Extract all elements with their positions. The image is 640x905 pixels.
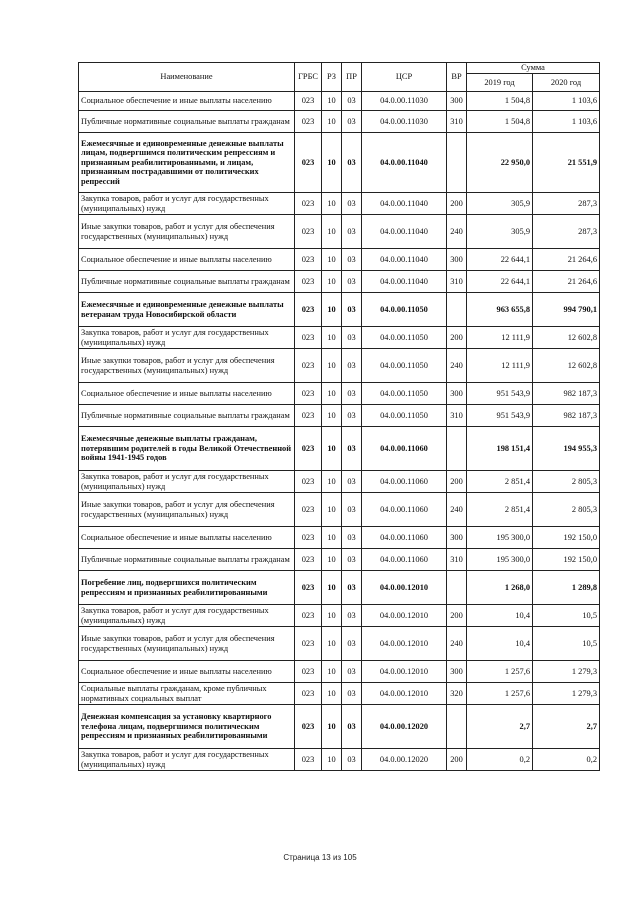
table-row: [79, 427, 600, 471]
row-name-cell: Социальное обеспечение и иные выплаты населению: [79, 92, 295, 111]
row-pr-cell: 03: [342, 383, 362, 405]
row-sum-2020-cell: 1 103,6: [533, 111, 600, 133]
row-rz-cell: 10: [322, 405, 342, 427]
table-row: [79, 627, 600, 661]
row-grbs-cell: 023: [295, 527, 322, 549]
row-sum-2020-cell: 10,5: [533, 627, 600, 661]
row-csr-cell: 04.0.00.11040: [362, 271, 447, 293]
row-sum-2020-cell: 12 602,8: [533, 349, 600, 383]
row-name-cell: Закупка товаров, работ и услуг для государственных (муниципальных) нужд: [79, 605, 295, 627]
row-rz-cell: 10: [322, 427, 342, 471]
row-sum-2019-cell: 2 851,4: [467, 471, 533, 493]
row-sum-2020-cell: 1 103,6: [533, 92, 600, 111]
row-name-cell: Закупка товаров, работ и услуг для государственных (муниципальных) нужд: [79, 193, 295, 215]
row-vr-cell: 200: [447, 749, 467, 771]
row-rz-cell: 10: [322, 215, 342, 249]
row-csr-cell: 04.0.00.11050: [362, 293, 447, 327]
table-row: [79, 383, 600, 405]
row-rz-cell: 10: [322, 527, 342, 549]
row-pr-cell: 03: [342, 661, 362, 683]
table-row: [79, 605, 600, 627]
row-vr-cell: 300: [447, 92, 467, 111]
row-sum-2020-cell: 2,7: [533, 705, 600, 749]
row-csr-cell: 04.0.00.12020: [362, 749, 447, 771]
row-pr-cell: 03: [342, 293, 362, 327]
row-pr-cell: 03: [342, 271, 362, 293]
table-row: [79, 249, 600, 271]
row-sum-2020-cell: 21 264,6: [533, 271, 600, 293]
row-grbs-cell: 023: [295, 405, 322, 427]
row-vr-cell: 240: [447, 349, 467, 383]
row-pr-cell: 03: [342, 627, 362, 661]
row-vr-cell: 200: [447, 193, 467, 215]
header-pr: ПР: [342, 63, 362, 92]
header-grbs: ГРБС: [295, 63, 322, 92]
row-name-cell: Социальное обеспечение и иные выплаты населению: [79, 527, 295, 549]
header-vr: ВР: [447, 63, 467, 92]
row-sum-2019-cell: 22 950,0: [467, 133, 533, 193]
row-name-cell: Погребение лиц, подвергшихся политическим репрессиям и признанных реабилитированными: [79, 571, 295, 605]
row-sum-2020-cell: 994 790,1: [533, 293, 600, 327]
row-csr-cell: 04.0.00.11030: [362, 92, 447, 111]
row-grbs-cell: 023: [295, 249, 322, 271]
row-pr-cell: 03: [342, 327, 362, 349]
row-grbs-cell: 023: [295, 327, 322, 349]
row-sum-2019-cell: 1 504,8: [467, 111, 533, 133]
row-sum-2020-cell: 982 187,3: [533, 383, 600, 405]
row-rz-cell: 10: [322, 383, 342, 405]
row-pr-cell: 03: [342, 133, 362, 193]
row-grbs-cell: 023: [295, 383, 322, 405]
row-name-cell: Иные закупки товаров, работ и услуг для обеспечения государственных (муниципальных) нужд: [79, 627, 295, 661]
row-vr-cell: 310: [447, 271, 467, 293]
row-vr-cell: 310: [447, 405, 467, 427]
row-sum-2020-cell: 21 551,9: [533, 133, 600, 193]
row-vr-cell: 240: [447, 627, 467, 661]
row-grbs-cell: 023: [295, 92, 322, 111]
table-row: [79, 405, 600, 427]
row-grbs-cell: 023: [295, 605, 322, 627]
row-rz-cell: 10: [322, 327, 342, 349]
row-name-cell: Иные закупки товаров, работ и услуг для обеспечения государственных (муниципальных) нужд: [79, 493, 295, 527]
row-sum-2019-cell: 2 851,4: [467, 493, 533, 527]
header-name: Наименование: [79, 63, 295, 92]
row-grbs-cell: 023: [295, 215, 322, 249]
table-row: [79, 683, 600, 705]
row-vr-cell: [447, 133, 467, 193]
row-pr-cell: 03: [342, 249, 362, 271]
row-sum-2019-cell: 10,4: [467, 627, 533, 661]
row-sum-2019-cell: 12 111,9: [467, 327, 533, 349]
row-rz-cell: 10: [322, 605, 342, 627]
row-pr-cell: 03: [342, 427, 362, 471]
table-row: [79, 527, 600, 549]
header-sum: Сумма: [467, 63, 600, 74]
row-pr-cell: 03: [342, 549, 362, 571]
header-csr: ЦСР: [362, 63, 447, 92]
row-pr-cell: 03: [342, 683, 362, 705]
row-sum-2019-cell: 305,9: [467, 193, 533, 215]
row-sum-2019-cell: 305,9: [467, 215, 533, 249]
row-rz-cell: 10: [322, 549, 342, 571]
row-pr-cell: 03: [342, 749, 362, 771]
row-name-cell: Социальное обеспечение и иные выплаты населению: [79, 383, 295, 405]
row-sum-2020-cell: 21 264,6: [533, 249, 600, 271]
table-row: [79, 327, 600, 349]
row-vr-cell: [447, 571, 467, 605]
row-vr-cell: 310: [447, 111, 467, 133]
row-grbs-cell: 023: [295, 571, 322, 605]
row-sum-2020-cell: 1 289,8: [533, 571, 600, 605]
row-name-cell: Публичные нормативные социальные выплаты гражданам: [79, 271, 295, 293]
header-row-top: [79, 63, 600, 74]
row-sum-2020-cell: 192 150,0: [533, 527, 600, 549]
row-csr-cell: 04.0.00.11050: [362, 349, 447, 383]
row-rz-cell: 10: [322, 249, 342, 271]
row-sum-2019-cell: 1 257,6: [467, 661, 533, 683]
row-sum-2020-cell: 287,3: [533, 215, 600, 249]
row-csr-cell: 04.0.00.11040: [362, 193, 447, 215]
page-number: Страница 13 из 105: [283, 853, 357, 862]
table-row: [79, 493, 600, 527]
row-rz-cell: 10: [322, 571, 342, 605]
row-vr-cell: 300: [447, 383, 467, 405]
table-row: [79, 133, 600, 193]
row-sum-2019-cell: 22 644,1: [467, 271, 533, 293]
row-sum-2020-cell: 1 279,3: [533, 683, 600, 705]
row-csr-cell: 04.0.00.11040: [362, 133, 447, 193]
row-name-cell: Иные закупки товаров, работ и услуг для обеспечения государственных (муниципальных) нужд: [79, 349, 295, 383]
row-name-cell: Денежная компенсация за установку квартирного телефона лицам, подвергшимся политическим репрессиям и признанных реабилитированными: [79, 705, 295, 749]
row-vr-cell: 310: [447, 549, 467, 571]
row-sum-2019-cell: 195 300,0: [467, 549, 533, 571]
table-row: [79, 661, 600, 683]
row-grbs-cell: 023: [295, 111, 322, 133]
table-row: [79, 705, 600, 749]
row-sum-2020-cell: 2 805,3: [533, 493, 600, 527]
row-sum-2020-cell: 192 150,0: [533, 549, 600, 571]
header-year-2019: 2019 год: [467, 74, 533, 92]
row-pr-cell: 03: [342, 349, 362, 383]
row-name-cell: Социальное обеспечение и иные выплаты населению: [79, 249, 295, 271]
table-row: [79, 215, 600, 249]
row-rz-cell: 10: [322, 111, 342, 133]
row-csr-cell: 04.0.00.11030: [362, 111, 447, 133]
row-sum-2019-cell: 0,2: [467, 749, 533, 771]
row-pr-cell: 03: [342, 111, 362, 133]
row-sum-2020-cell: 287,3: [533, 193, 600, 215]
row-name-cell: Ежемесячные и единовременные денежные выплаты лицам, подвергшимся политическим репрессиям и признанным реабилитированными, и лицам, признанным пострадавшими от политических репрессий: [79, 133, 295, 193]
row-sum-2020-cell: 12 602,8: [533, 327, 600, 349]
row-rz-cell: 10: [322, 349, 342, 383]
row-grbs-cell: 023: [295, 293, 322, 327]
row-pr-cell: 03: [342, 527, 362, 549]
row-name-cell: Ежемесячные и единовременные денежные выплаты ветеранам труда Новосибирской области: [79, 293, 295, 327]
row-rz-cell: 10: [322, 133, 342, 193]
row-name-cell: Закупка товаров, работ и услуг для государственных (муниципальных) нужд: [79, 471, 295, 493]
row-name-cell: Иные закупки товаров, работ и услуг для обеспечения государственных (муниципальных) нужд: [79, 215, 295, 249]
row-csr-cell: 04.0.00.12010: [362, 683, 447, 705]
table-row: [79, 271, 600, 293]
row-grbs-cell: 023: [295, 271, 322, 293]
row-rz-cell: 10: [322, 627, 342, 661]
row-rz-cell: 10: [322, 661, 342, 683]
row-sum-2020-cell: 2 805,3: [533, 471, 600, 493]
row-pr-cell: 03: [342, 215, 362, 249]
row-sum-2019-cell: 2,7: [467, 705, 533, 749]
row-csr-cell: 04.0.00.11060: [362, 471, 447, 493]
row-name-cell: Закупка товаров, работ и услуг для государственных (муниципальных) нужд: [79, 749, 295, 771]
table-row: [79, 92, 600, 111]
table-row: [79, 471, 600, 493]
row-csr-cell: 04.0.00.12010: [362, 605, 447, 627]
row-grbs-cell: 023: [295, 705, 322, 749]
row-grbs-cell: 023: [295, 493, 322, 527]
row-name-cell: Социальные выплаты гражданам, кроме публичных нормативных социальных выплат: [79, 683, 295, 705]
row-csr-cell: 04.0.00.12020: [362, 705, 447, 749]
row-csr-cell: 04.0.00.11040: [362, 215, 447, 249]
row-grbs-cell: 023: [295, 661, 322, 683]
row-sum-2020-cell: 194 955,3: [533, 427, 600, 471]
row-rz-cell: 10: [322, 705, 342, 749]
row-rz-cell: 10: [322, 271, 342, 293]
table-row: [79, 549, 600, 571]
row-vr-cell: 200: [447, 471, 467, 493]
row-csr-cell: 04.0.00.11050: [362, 327, 447, 349]
row-vr-cell: 200: [447, 327, 467, 349]
row-vr-cell: [447, 427, 467, 471]
row-vr-cell: [447, 705, 467, 749]
row-pr-cell: 03: [342, 471, 362, 493]
row-pr-cell: 03: [342, 705, 362, 749]
row-grbs-cell: 023: [295, 683, 322, 705]
row-grbs-cell: 023: [295, 349, 322, 383]
row-grbs-cell: 023: [295, 627, 322, 661]
row-vr-cell: [447, 293, 467, 327]
row-sum-2019-cell: 12 111,9: [467, 349, 533, 383]
row-sum-2019-cell: 1 257,6: [467, 683, 533, 705]
row-vr-cell: 300: [447, 661, 467, 683]
row-pr-cell: 03: [342, 571, 362, 605]
row-rz-cell: 10: [322, 193, 342, 215]
row-csr-cell: 04.0.00.11060: [362, 549, 447, 571]
row-rz-cell: 10: [322, 471, 342, 493]
row-name-cell: Ежемесячные денежные выплаты гражданам, потерявшим родителей в годы Великой Отечественной войны 1941-1945 годов: [79, 427, 295, 471]
row-name-cell: Публичные нормативные социальные выплаты гражданам: [79, 549, 295, 571]
row-rz-cell: 10: [322, 493, 342, 527]
row-sum-2019-cell: 22 644,1: [467, 249, 533, 271]
row-pr-cell: 03: [342, 92, 362, 111]
table-row: [79, 749, 600, 771]
row-sum-2019-cell: 951 543,9: [467, 405, 533, 427]
row-csr-cell: 04.0.00.12010: [362, 571, 447, 605]
row-pr-cell: 03: [342, 493, 362, 527]
row-sum-2020-cell: 982 187,3: [533, 405, 600, 427]
row-csr-cell: 04.0.00.11050: [362, 405, 447, 427]
row-rz-cell: 10: [322, 749, 342, 771]
row-sum-2019-cell: 198 151,4: [467, 427, 533, 471]
row-vr-cell: 240: [447, 493, 467, 527]
row-csr-cell: 04.0.00.11060: [362, 493, 447, 527]
row-csr-cell: 04.0.00.11060: [362, 427, 447, 471]
row-csr-cell: 04.0.00.11040: [362, 249, 447, 271]
row-sum-2020-cell: 0,2: [533, 749, 600, 771]
row-sum-2019-cell: 963 655,8: [467, 293, 533, 327]
row-grbs-cell: 023: [295, 133, 322, 193]
row-csr-cell: 04.0.00.12010: [362, 627, 447, 661]
row-grbs-cell: 023: [295, 749, 322, 771]
row-csr-cell: 04.0.00.12010: [362, 661, 447, 683]
row-vr-cell: 200: [447, 605, 467, 627]
row-csr-cell: 04.0.00.11050: [362, 383, 447, 405]
row-grbs-cell: 023: [295, 427, 322, 471]
header-rz: РЗ: [322, 63, 342, 92]
row-name-cell: Закупка товаров, работ и услуг для государственных (муниципальных) нужд: [79, 327, 295, 349]
row-vr-cell: 300: [447, 249, 467, 271]
row-name-cell: Публичные нормативные социальные выплаты гражданам: [79, 405, 295, 427]
row-rz-cell: 10: [322, 293, 342, 327]
row-vr-cell: 300: [447, 527, 467, 549]
row-sum-2019-cell: 10,4: [467, 605, 533, 627]
row-pr-cell: 03: [342, 605, 362, 627]
row-sum-2020-cell: 1 279,3: [533, 661, 600, 683]
row-pr-cell: 03: [342, 193, 362, 215]
row-sum-2019-cell: 195 300,0: [467, 527, 533, 549]
row-rz-cell: 10: [322, 683, 342, 705]
table-row: [79, 111, 600, 133]
row-sum-2020-cell: 10,5: [533, 605, 600, 627]
row-rz-cell: 10: [322, 92, 342, 111]
row-pr-cell: 03: [342, 405, 362, 427]
table-row: [79, 349, 600, 383]
row-grbs-cell: 023: [295, 549, 322, 571]
row-name-cell: Социальное обеспечение и иные выплаты населению: [79, 661, 295, 683]
table-body: [79, 92, 600, 771]
table-row: [79, 193, 600, 215]
row-csr-cell: 04.0.00.11060: [362, 527, 447, 549]
row-sum-2019-cell: 1 268,0: [467, 571, 533, 605]
row-grbs-cell: 023: [295, 471, 322, 493]
row-sum-2019-cell: 1 504,8: [467, 92, 533, 111]
row-sum-2019-cell: 951 543,9: [467, 383, 533, 405]
row-vr-cell: 320: [447, 683, 467, 705]
row-name-cell: Публичные нормативные социальные выплаты гражданам: [79, 111, 295, 133]
budget-table: [78, 62, 600, 771]
row-vr-cell: 240: [447, 215, 467, 249]
table-row: [79, 571, 600, 605]
table-row: [79, 293, 600, 327]
header-year-2020: 2020 год: [533, 74, 600, 92]
row-grbs-cell: 023: [295, 193, 322, 215]
